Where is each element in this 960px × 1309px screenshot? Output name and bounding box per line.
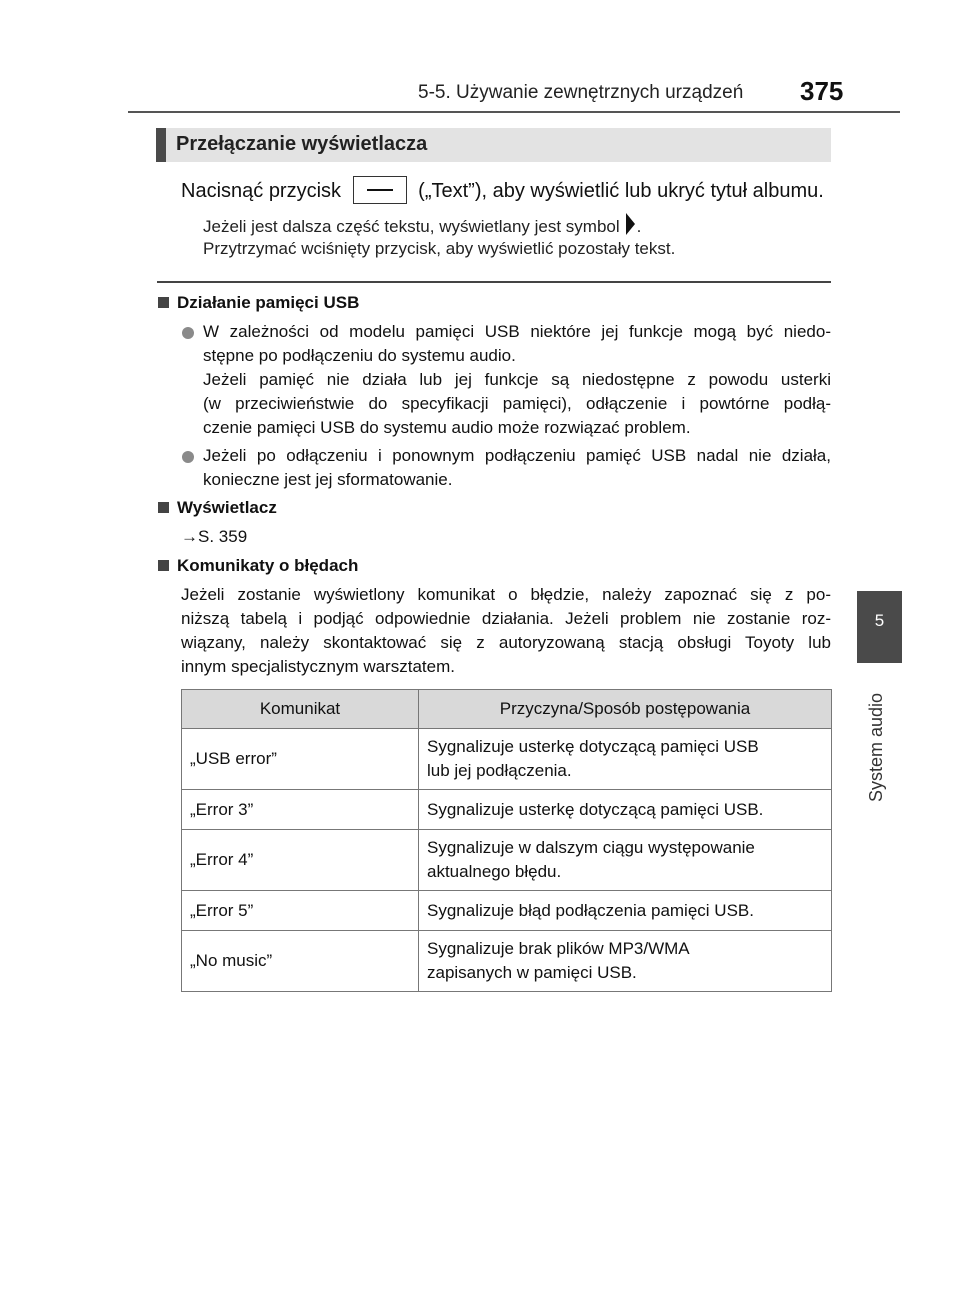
chapter-tab-label-text: System audio: [866, 692, 886, 802]
chapter-tab-number: 5: [857, 591, 902, 663]
usb-heading: [158, 293, 359, 313]
usb-bullet1-line5: czenie pamięci USB do systemu audio może rozwiązać problem.: [203, 418, 691, 437]
table-header-row: [182, 690, 832, 729]
error-message-cell: „Error 3”: [182, 790, 419, 830]
errors-paragraph-line4: innym specjalistycznym warsztatem.: [181, 657, 455, 676]
chapter-header: 5-5. Używanie zewnętrznych urządzeń: [418, 82, 744, 103]
usb-bullet1-line3: Jeżeli pamięć nie działa lub jej funkcje są niedostępne z powodu usterki: [203, 370, 831, 389]
cause-line: lub jej podłączenia.: [427, 761, 572, 780]
chapter-tab-label: [863, 682, 891, 802]
errors-paragraph-line2: niższą tabelą i podjąć odpowiednie działania. Jeżeli problem nie zostanie roz-: [181, 609, 831, 628]
table-header-message: Komunikat: [182, 690, 419, 729]
usb-heading-text: Działanie pamięci USB: [177, 293, 360, 312]
errors-heading: [158, 556, 358, 576]
cause-line: Sygnalizuje usterkę dotyczącą pamięci USB.: [427, 800, 764, 819]
display-heading: [158, 498, 277, 518]
table-row: [182, 729, 832, 790]
cause-line: Sygnalizuje usterkę dotyczącą pamięci USB: [427, 737, 759, 756]
heading-square-icon: [158, 297, 169, 308]
section-divider: [157, 281, 831, 283]
dash-glyph: [367, 189, 393, 191]
error-messages-table: [181, 689, 832, 992]
errors-paragraph-line3: wiązany, należy skontaktować się z autoryzowaną stacją obsługi Toyoty lub: [181, 633, 831, 652]
heading-square-icon: [158, 502, 169, 513]
note-line-1-end: .: [636, 217, 642, 236]
instruction-before: Nacisnąć przycisk: [181, 180, 342, 202]
error-cause-cell: [419, 830, 832, 891]
instruction-line: [181, 176, 824, 204]
bullet-dot-icon: [182, 451, 194, 463]
section-title-banner: [156, 128, 831, 162]
heading-square-icon: [158, 560, 169, 571]
reference-page: S. 359: [198, 527, 248, 546]
error-message-cell: „Error 4”: [182, 830, 419, 891]
page-number: 375: [800, 76, 844, 106]
instruction-after: („Text”), aby wyświetlić lub ukryć tytuł albumu.: [418, 180, 824, 202]
display-heading-text: Wyświetlacz: [177, 498, 277, 517]
usb-bullet1-line4: (w przeciwieństwie do specyfikacji pamięci), odłączenie i powtórne podłą-: [203, 394, 831, 413]
section-title-bar: [156, 128, 166, 162]
error-cause-cell: [419, 729, 832, 790]
cause-line: Sygnalizuje brak plików MP3/WMA: [427, 939, 690, 958]
note-line-2: Przytrzymać wciśnięty przycisk, aby wyświetlić pozostały tekst.: [203, 239, 676, 258]
error-message-cell: „USB error”: [182, 729, 419, 790]
note-line-1: [203, 213, 641, 237]
usb-bullet2-line1: Jeżeli po odłączeniu i ponownym podłączeniu pamięć USB nadal nie działa,: [203, 446, 831, 465]
header-rule: [128, 111, 900, 113]
table-row: [182, 790, 832, 830]
bullet-dot-icon: [182, 327, 194, 339]
error-cause-cell: [419, 891, 832, 931]
errors-paragraph-line1: Jeżeli zostanie wyświetlony komunikat o błędzie, należy zapoznać się z po-: [181, 585, 831, 604]
cause-line: aktualnego błędu.: [427, 862, 562, 881]
table-header-cause: Przyczyna/Sposób postępowania: [419, 690, 832, 729]
display-reference: [181, 527, 247, 547]
reference-arrow-icon: →: [181, 527, 198, 546]
cause-line: Sygnalizuje w dalszym ciągu występowanie: [427, 838, 755, 857]
usb-bullet2-line2: konieczne jest jej sformatowanie.: [203, 470, 453, 489]
more-text-arrow-icon: [626, 213, 635, 235]
error-message-cell: „No music”: [182, 931, 419, 992]
text-button-icon: [353, 176, 407, 204]
error-message-cell: „Error 5”: [182, 891, 419, 931]
table-row: [182, 891, 832, 931]
usb-bullet1-line2: stępne po podłączeniu do systemu audio.: [203, 346, 516, 365]
errors-heading-text: Komunikaty o błędach: [177, 556, 359, 575]
usb-bullet1-line1: W zależności od modelu pamięci USB niektóre jej funkcje mogą być niedo-: [203, 322, 831, 341]
cause-line: Sygnalizuje błąd podłączenia pamięci USB.: [427, 901, 754, 920]
section-title: Przełączanie wyświetlacza: [176, 133, 428, 155]
table-row: [182, 830, 832, 891]
table-row: [182, 931, 832, 992]
error-cause-cell: [419, 790, 832, 830]
cause-line: zapisanych w pamięci USB.: [427, 963, 637, 982]
note-line-1-text: Jeżeli jest dalsza część tekstu, wyświetlany jest symbol: [203, 217, 620, 236]
error-cause-cell: [419, 931, 832, 992]
